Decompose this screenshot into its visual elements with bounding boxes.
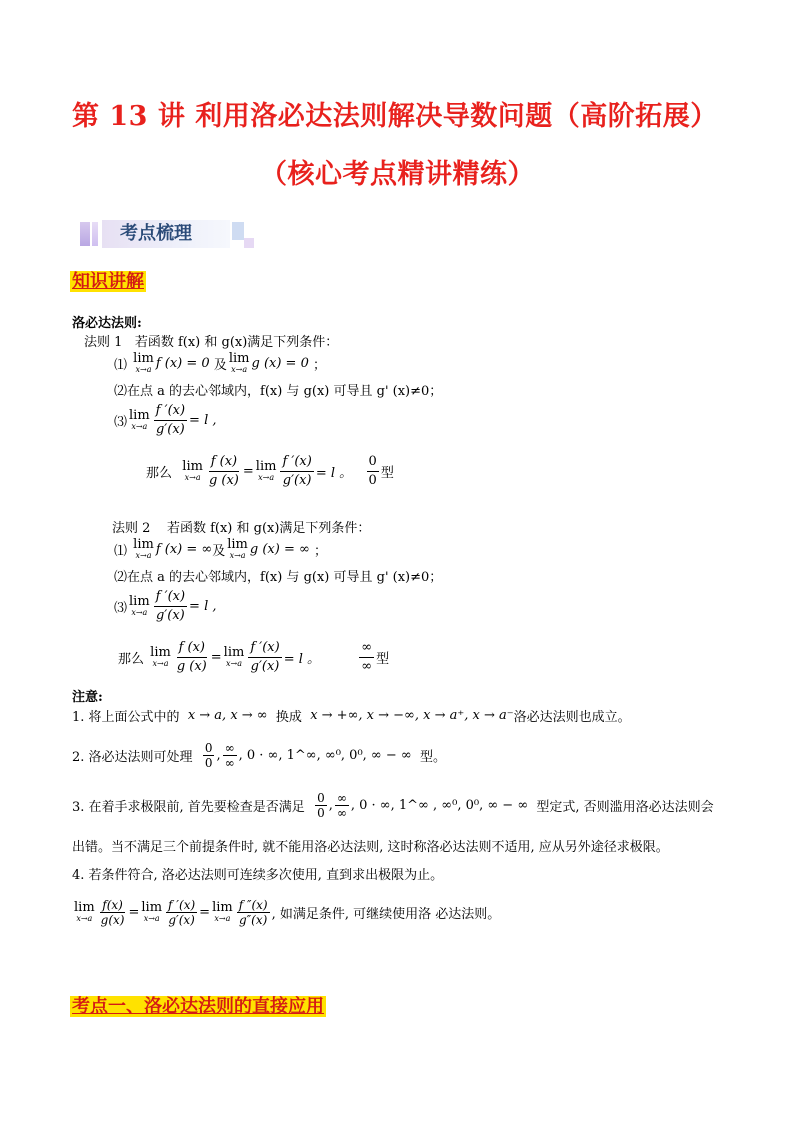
note-2: 2. 洛必达法则可处理 $\frac{0}{0}$ , $\frac{\infty}{\infty}$ , 0 · ∞, 1^∞, ∞⁰, 0⁰, ∞ − ∞ 型。: [72, 740, 447, 770]
page-subtitle: （核心考点精讲精练）: [260, 159, 535, 190]
rule1-condition-2: ⑵在点 a 的去心邻域内，f(x) 与 g(x) 可导且 g' (x)≠0；: [114, 384, 443, 399]
limit-operator: lim x→a: [212, 900, 233, 923]
fraction: $\frac{f (x)}{g (x)}$: [208, 453, 239, 488]
fraction: $\frac{f (x)}{g (x)}$: [176, 639, 207, 674]
fraction: $\frac{f '(x)}{g'(x)}$: [155, 588, 186, 623]
limit-operator: lim x→a: [227, 537, 248, 560]
banner-label: 考点梳理: [120, 223, 192, 244]
banner-stripe-icon: [92, 222, 98, 246]
rule1-condition-1: ⑴ lim x→a f (x) = 0 及 lim x→a g (x) = 0 ；: [114, 351, 326, 374]
note-1: 1. 将上面公式中的 x → a, x → ∞ 换成 x → +∞, x → −∞, x → a⁺, x → a⁻ 洛必达法则也成立。: [72, 708, 631, 725]
limit-operator: lim x→a: [182, 459, 203, 482]
limit-operator: lim x→a: [141, 900, 163, 923]
fraction: $\frac{\infty}{\infty}$: [224, 740, 235, 770]
rule2-intro: 法则 2 若函数 f(x) 和 g(x)满足下列条件：: [112, 521, 371, 536]
fraction: $\frac{\infty}{\infty}$: [336, 790, 347, 820]
limit-operator: lim x→a: [150, 645, 171, 668]
fraction: $\frac{f '(x)}{g'(x)}$: [282, 453, 312, 488]
fraction: $\frac{0}{0}$: [317, 790, 325, 820]
limit-operator: lim x→a: [223, 645, 245, 668]
banner-corner-icon: [232, 222, 244, 240]
notes-heading: 注意:: [72, 690, 103, 705]
limit-operator: lim x→a: [255, 459, 277, 482]
limit-operator: lim x→a: [129, 594, 150, 617]
fraction: $\frac{f ''(x)}{g''(x)}$: [238, 897, 268, 927]
rule2-condition-2: ⑵在点 a 的去心邻域内，f(x) 与 g(x) 可导且 g' (x)≠0；: [114, 570, 443, 585]
note-3: 3. 在着手求极限前, 首先要检查是否满足 $\frac{0}{0}$ , $\frac{\infty}{\infty}$ , 0 · ∞, 1^∞ , ∞⁰, 0⁰, ∞ − ∞ 型定式, 否则滥用洛必达法则会: [72, 790, 714, 820]
section-kaodian-1: 考点一、洛必达法则的直接应用: [72, 996, 324, 1017]
infinity-over-infinity-type: $\frac{\infty}{\infty}$: [361, 639, 373, 674]
fraction: $\frac{f(x)}{g(x)}$: [100, 897, 125, 927]
banner-stripe-icon: [80, 222, 90, 246]
limit-operator: lim x→a: [133, 351, 154, 374]
rule2-result: 那么 lim x→a $\frac{f (x)}{g (x)}$ = lim x→a $\frac{f '(x)}{g'(x)}$ = l 。 $\frac{\infty}{\infty}$ 型: [118, 639, 390, 674]
limit-operator: lim x→a: [74, 900, 95, 923]
limit-operator: lim x→a: [133, 537, 154, 560]
limit-operator: lim x→a: [129, 408, 150, 431]
rule1-intro: 法则 1 若函数 f(x) 和 g(x)满足下列条件：: [84, 335, 339, 350]
rule2-condition-1: ⑴ lim x→a f (x) = ∞ 及 lim x→a g (x) = ∞ ；: [114, 537, 327, 560]
note-3-line-2: 出错。当不满足三个前提条件时, 就不能用洛必达法则, 这时称洛必达法则不适用, 应从另外途径求极限。: [72, 840, 669, 855]
page-title: 第 13 讲 利用洛必达法则解决导数问题（高阶拓展）: [72, 101, 718, 132]
fraction: $\frac{0}{0}$: [204, 740, 213, 770]
limit-operator: lim x→a: [228, 351, 250, 374]
fraction: $\frac{f '(x)}{g'(x)}$: [250, 639, 280, 674]
rule1-condition-3: ⑶ lim x→a $\frac{f '(x)}{g'(x)}$ = l ,: [114, 402, 217, 437]
fraction: $\frac{f '(x)}{g'(x)}$: [168, 897, 196, 927]
zero-over-zero-type: $\frac{0}{0}$: [368, 453, 377, 488]
fraction: $\frac{f '(x)}{g'(x)}$: [155, 402, 186, 437]
rule2-condition-3: ⑶ lim x→a $\frac{f '(x)}{g'(x)}$ = l ,: [114, 588, 217, 623]
note-4: 4. 若条件符合, 洛必达法则可连续多次使用, 直到求出极限为止。: [72, 868, 444, 883]
note-4-formula: lim x→a $\frac{f(x)}{g(x)}$ = lim x→a $\frac{f '(x)}{g'(x)}$ = lim x→a $\frac{f ''(x)}{g''(x)}$ , 如满足条件, 可继续使用洛 必达法则。: [74, 897, 501, 927]
section-banner: [80, 218, 258, 250]
rule-heading: 洛必达法则:: [72, 316, 142, 331]
section-knowledge: 知识讲解: [72, 271, 144, 292]
rule1-result: 那么 lim x→a $\frac{f (x)}{g (x)}$ = lim x→a $\frac{f '(x)}{g'(x)}$ = l 。 $\frac{0}{0}$ 型: [146, 453, 394, 488]
